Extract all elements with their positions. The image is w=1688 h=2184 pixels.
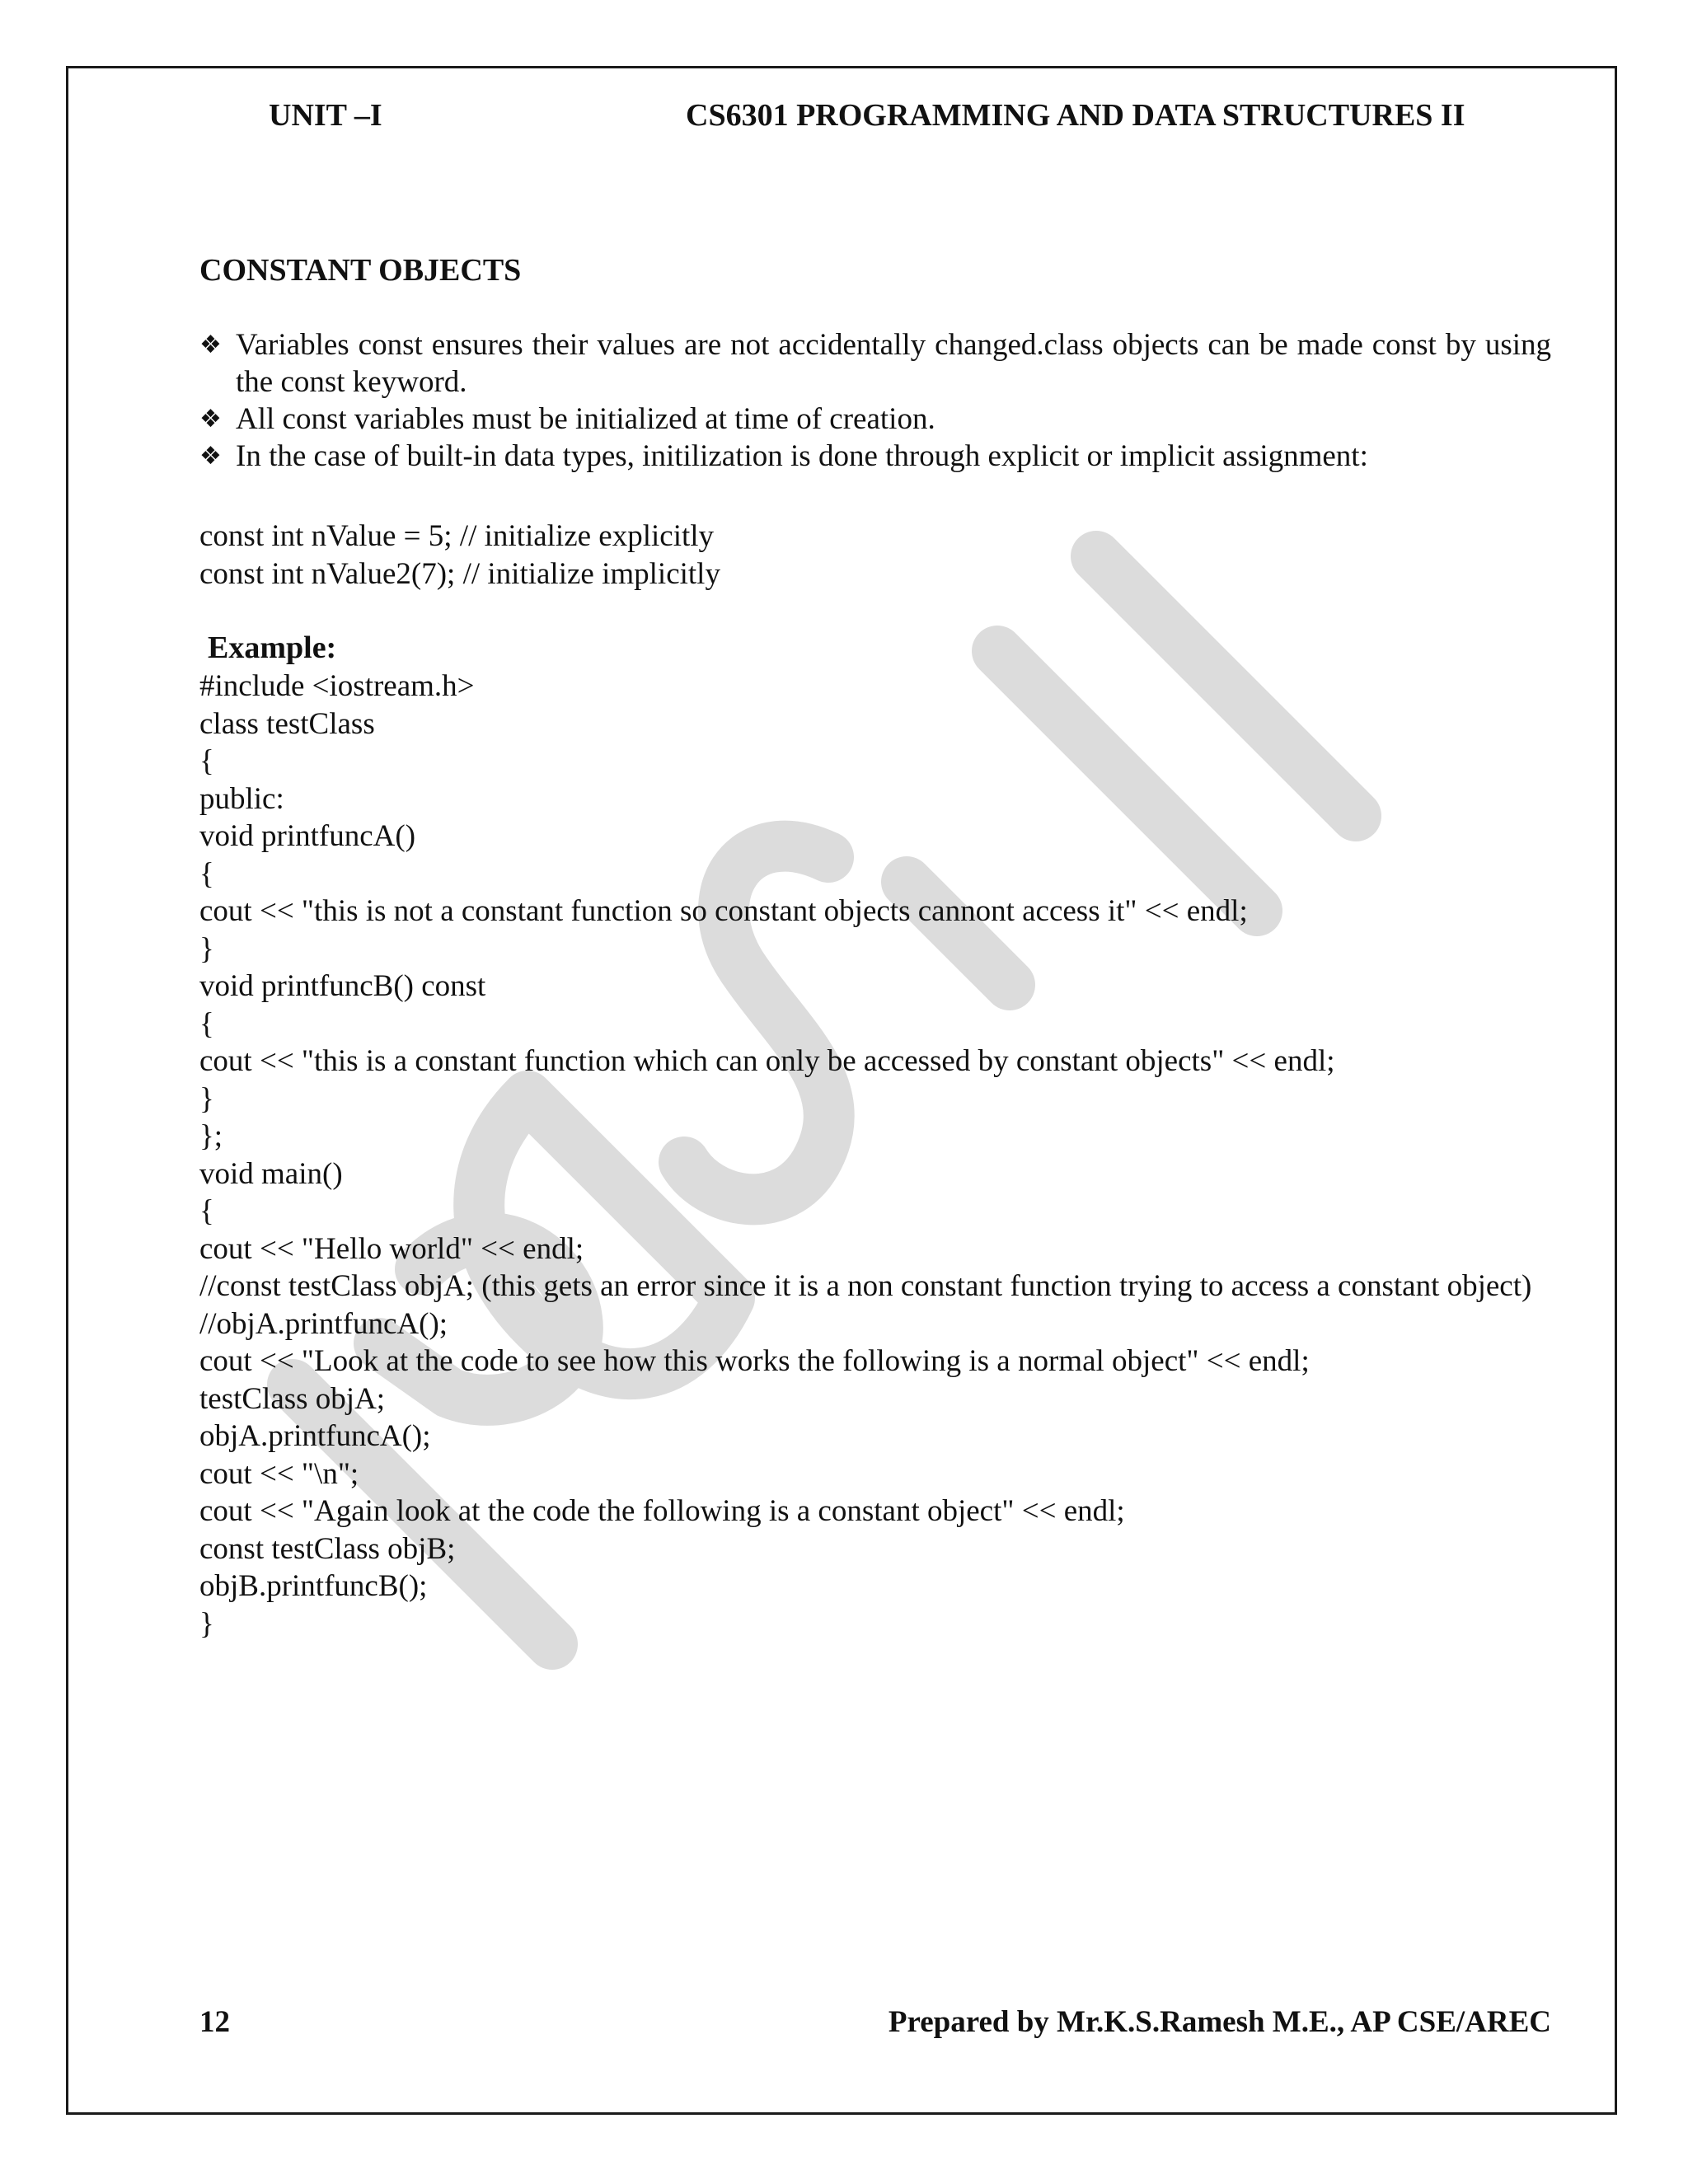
code-line: //const testClass objA; (this gets an error since it is a non constant function trying to access a constant object) [199,1269,1532,1303]
code-line: cout << "Hello world" << endl; [199,1231,584,1266]
code-line: }; [199,1119,223,1153]
code-line: const testClass objB; [199,1531,456,1566]
code-line: { [199,1194,214,1228]
code-line: { [199,856,214,891]
course-title: CS6301 PROGRAMMING AND DATA STRUCTURES II [686,98,1465,133]
page-number: 12 [199,2005,230,2039]
code-line: public: [199,781,284,816]
bullet-text: All const variables must be initialized at time of creation. [236,402,935,436]
bullet-item [199,326,1551,401]
code-line: cout << "this is not a constant function so constant objects cannont access it" << endl; [199,894,1248,928]
example-label: Example: [208,630,337,665]
code-line: cout << "Again look at the code the following is a constant object" << endl; [199,1494,1125,1528]
code-line: class testClass [199,706,375,741]
code-line: //objA.printfuncA(); [199,1306,448,1341]
code-line: cout << "\n"; [199,1456,359,1491]
code-line: void main() [199,1156,343,1191]
unit-label: UNIT –I [269,98,382,133]
init-code-block [199,518,1551,593]
code-line: { [199,744,214,778]
code-line: } [199,1081,214,1116]
code-line: objB.printfuncB(); [199,1569,428,1603]
code-line: cout << "Look at the code to see how this works the following is a normal object" << endl; [199,1344,1310,1378]
author-credit: Prepared by Mr.K.S.Ramesh M.E., AP CSE/AREC [888,2005,1551,2039]
code-line: void printfuncB() const [199,969,486,1003]
diamond-bullet-icon: ❖ [199,405,222,434]
code-line: const int nValue = 5; // initialize explicitly [199,519,715,553]
code-line: cout << "this is a constant function which can only be accessed by constant objects" << endl; [199,1044,1335,1078]
code-line: const int nValue2(7); // initialize implicitly [199,556,720,591]
bullet-text: Variables const ensures their values are not accidentally changed.class objects can be made const by using the const keyword. [236,328,1551,399]
code-line: void printfuncA() [199,819,416,853]
section-title: CONSTANT OBJECTS [199,253,522,288]
bullet-list [199,326,1551,475]
example-code-block [199,668,1551,1643]
code-line: { [199,1006,214,1041]
code-line: } [199,1606,214,1641]
bullet-item [199,401,1551,438]
diamond-bullet-icon: ❖ [199,442,222,471]
code-line: #include <iostream.h> [199,669,475,703]
code-line: objA.printfuncA(); [199,1419,431,1453]
bullet-text: In the case of built-in data types, initilization is done through explicit or implicit assignment: [236,439,1368,473]
bullet-item [199,438,1551,475]
code-line: testClass objA; [199,1381,386,1416]
diamond-bullet-icon: ❖ [199,330,222,359]
code-line: } [199,931,214,966]
